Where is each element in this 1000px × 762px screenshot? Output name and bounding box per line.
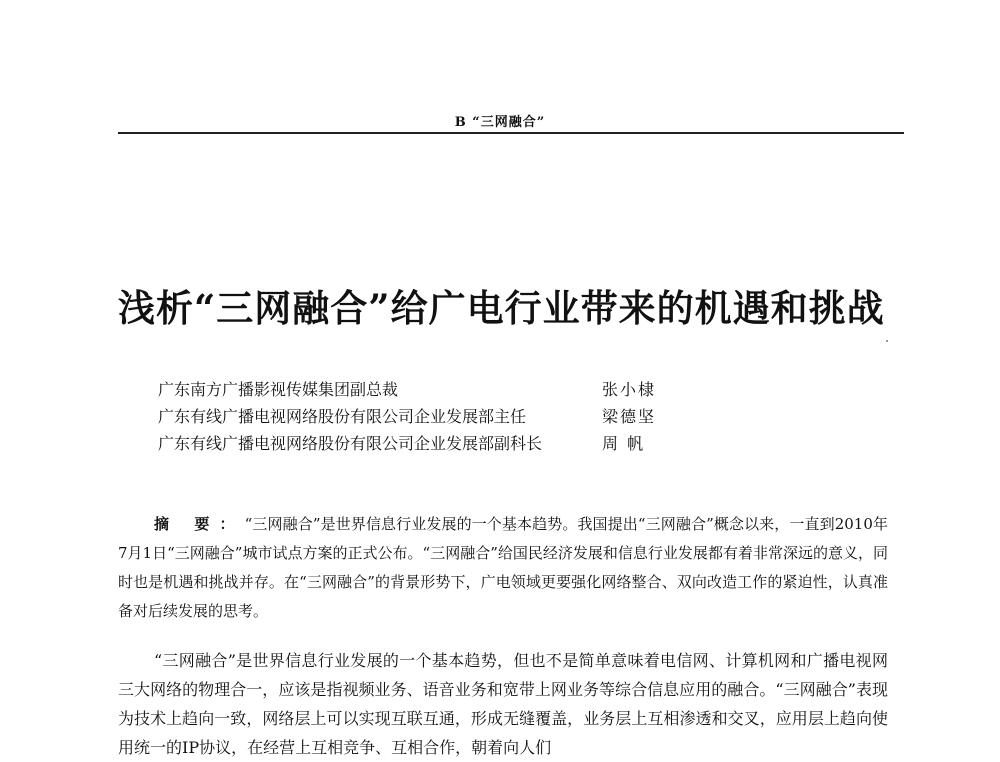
- abstract-label: 摘 要：: [154, 515, 245, 533]
- author-affiliation: 广东南方广播影视传媒集团副总裁: [158, 380, 399, 399]
- author-affiliation: 广东有线广播电视网络股份有限公司企业发展部主任: [158, 407, 527, 426]
- article-title: 浅析“三网融合”给广电行业带来的机遇和挑战: [118, 286, 885, 330]
- author-name: 梁德坚: [602, 407, 657, 426]
- author-affiliation: 广东有线广播电视网络股份有限公司企业发展部副科长: [158, 434, 543, 453]
- abstract-text: “三网融合”是世界信息行业发展的一个基本趋势。我国提出“三网融合”概念以来，一直到2010年7月1日“三网融合”城市试点方案的正式公布。“三网融合”给国民经济发展和信息行业发展都有着非常深远的意义，同时也是机遇和挑战并存。在“三网融合”的背景形势下，广电领域更要强化网络整合、双向改造工作的紧迫性，认真准备对后续发展的思考。: [118, 515, 888, 620]
- abstract: [118, 510, 888, 626]
- author-name: 周 帆: [602, 434, 646, 453]
- scan-speck: [886, 340, 888, 342]
- running-head: B “三网融合”: [454, 115, 546, 130]
- author-name: 张小棣: [602, 380, 657, 399]
- body-paragraph: “三网融合”是世界信息行业发展的一个基本趋势，但也不是简单意味着电信网、计算机网和广播电视网三大网络的物理合一，应该是指视频业务、语音业务和宽带上网业务等综合信息应用的融合。“三网融合”表现为技术上趋向一致，网络层上可以实现互联互通，形成无缝覆盖，业务层上互相渗透和交叉，应用层上趋向使用统一的IP协议，在经营上互相竞争、互相合作，朝着向人们: [118, 651, 888, 757]
- header-rule: [118, 132, 904, 134]
